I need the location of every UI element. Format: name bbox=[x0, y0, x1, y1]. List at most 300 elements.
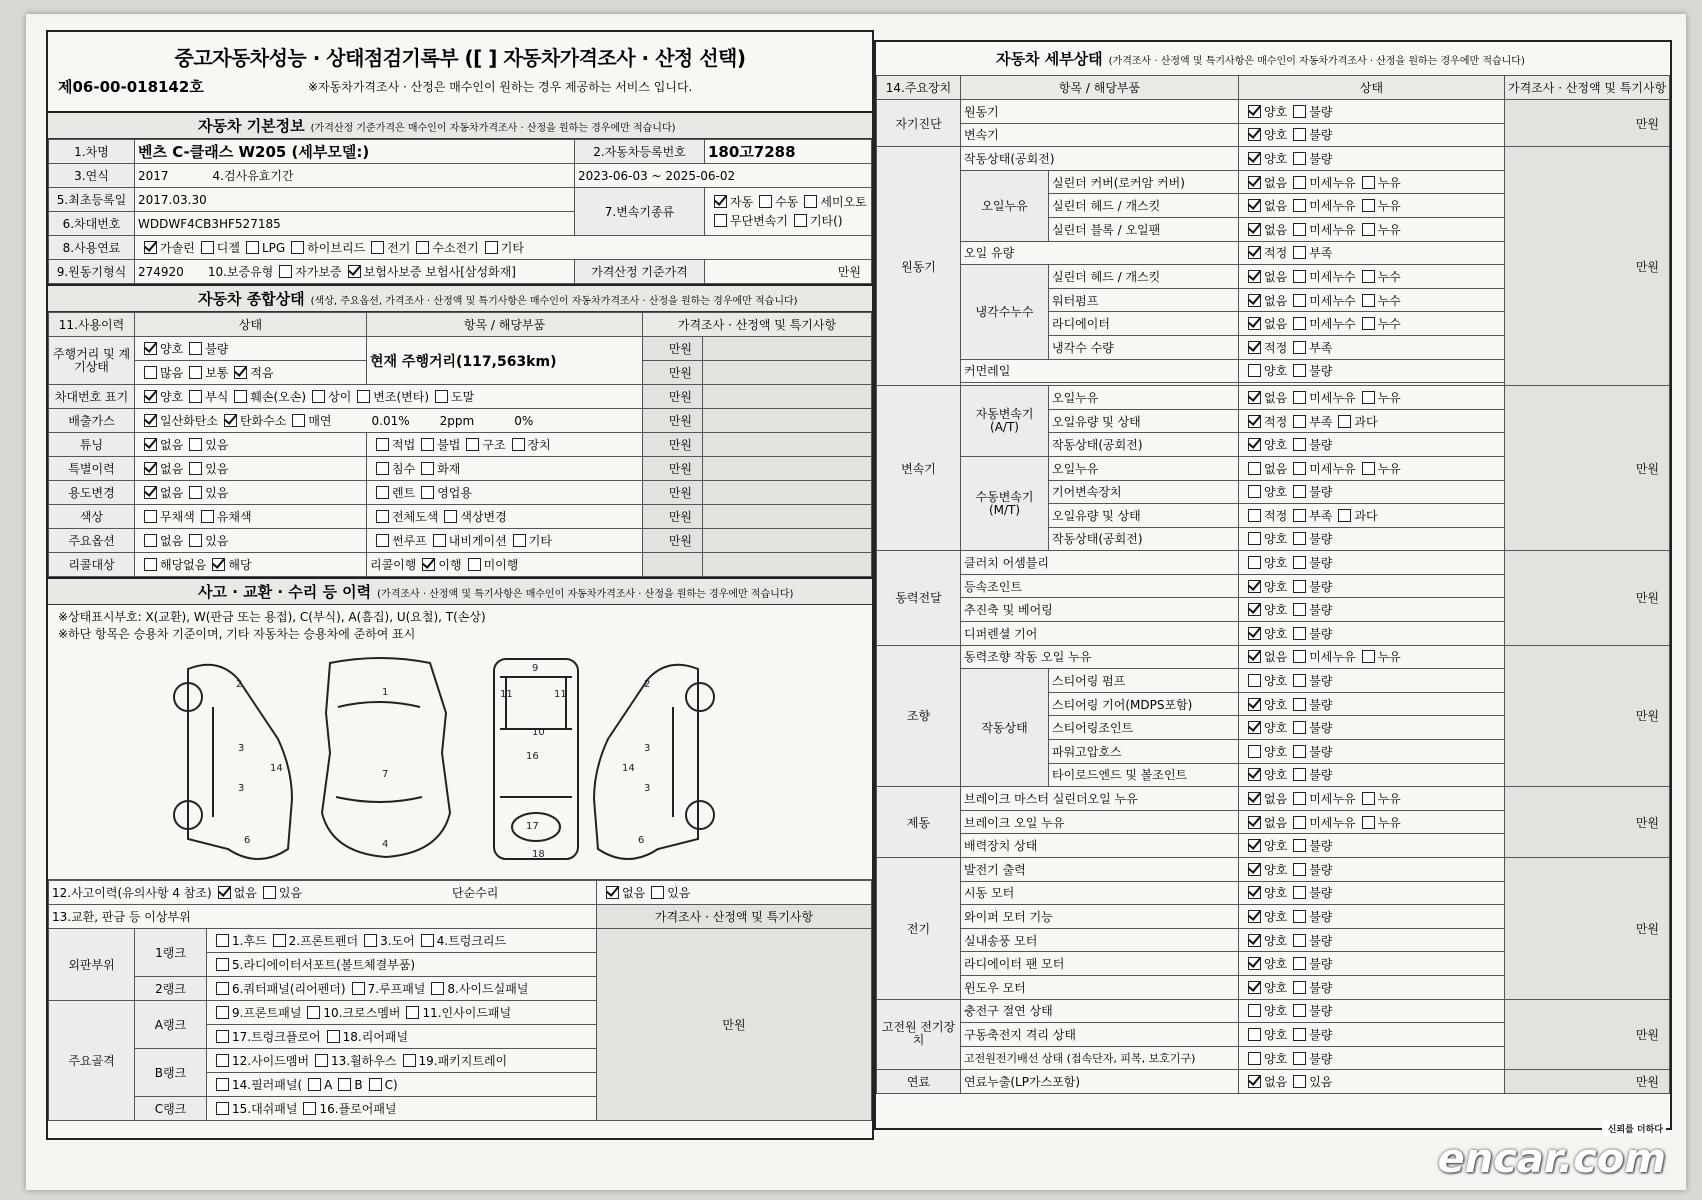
checkbox bbox=[1293, 745, 1306, 758]
checkbox bbox=[189, 366, 202, 379]
table-cell bbox=[703, 505, 872, 529]
field-text: 부족 bbox=[1309, 246, 1333, 261]
field-text: 미세누유 bbox=[1309, 222, 1356, 237]
checkbox bbox=[1362, 176, 1375, 189]
table-cell: 실린더 커버(로커암 커버) bbox=[1049, 170, 1239, 194]
table-cell bbox=[1239, 622, 1505, 646]
table-cell: 커먼레일 bbox=[961, 359, 1239, 383]
svg-text:6: 6 bbox=[638, 835, 645, 846]
checkbox bbox=[1293, 792, 1306, 805]
field-text: 불량 bbox=[1309, 957, 1333, 972]
field-text: 누유 bbox=[1377, 461, 1401, 476]
table-cell: 타이로드엔드 및 볼조인트 bbox=[1049, 763, 1239, 787]
table-cell: 오일누유 bbox=[1049, 386, 1239, 410]
field-text: 양호 bbox=[160, 390, 184, 404]
field-text: 7.루프패널 bbox=[367, 982, 426, 996]
table-cell: 만원 bbox=[1505, 787, 1670, 858]
table-cell: 변속기 bbox=[961, 123, 1239, 147]
field-text: 불량 bbox=[1309, 886, 1333, 901]
table-cell: 만원 bbox=[643, 481, 703, 505]
field-text: 누유 bbox=[1377, 175, 1401, 190]
field-text: 도말 bbox=[451, 390, 475, 404]
checkbox bbox=[1362, 270, 1375, 283]
table-cell: 수동변속기 (M/T) bbox=[961, 456, 1049, 550]
field-text: 없음 bbox=[1264, 199, 1288, 214]
checkbox bbox=[1293, 816, 1306, 829]
field-text: 불량 bbox=[1309, 556, 1333, 571]
checkbox bbox=[1293, 934, 1306, 947]
field-text: 불량 bbox=[1309, 104, 1333, 119]
checkbox bbox=[1293, 128, 1306, 141]
checkbox bbox=[1293, 674, 1306, 687]
table-cell: 만원 bbox=[1505, 386, 1670, 551]
basic-info-header bbox=[48, 111, 872, 139]
field-text: 4.트렁크리드 bbox=[436, 934, 507, 948]
table-cell: 항목 / 해당부품 bbox=[367, 313, 643, 337]
checkbox bbox=[485, 241, 498, 254]
table-cell bbox=[1239, 312, 1505, 336]
field-text: 기타 bbox=[500, 241, 524, 255]
table-cell: 14.주요장치 bbox=[877, 76, 961, 100]
checkbox bbox=[1248, 1028, 1261, 1041]
checkbox bbox=[1293, 199, 1306, 212]
checkbox bbox=[307, 1006, 320, 1019]
field-text: 누유 bbox=[1377, 650, 1401, 665]
field-text: 미세누유 bbox=[1309, 815, 1356, 830]
table-cell bbox=[49, 881, 597, 905]
checkbox-checked bbox=[1248, 934, 1261, 947]
table-cell bbox=[703, 553, 872, 577]
field-text: 미이행 bbox=[483, 558, 519, 572]
table-cell: 만원 bbox=[1505, 999, 1670, 1070]
table-cell: 가격조사 · 산정액 및 특기사항 bbox=[643, 313, 872, 337]
checkbox bbox=[1248, 556, 1261, 569]
field-text: (색상, 주요옵션, 가격조사 · 산정액 및 특기사항은 매수인이 자동차가격조사 · 산정을 원하는 경우에만 적습니다) bbox=[310, 296, 798, 307]
checkbox-checked bbox=[144, 486, 157, 499]
svg-text:7: 7 bbox=[382, 769, 389, 780]
checkbox bbox=[1362, 650, 1375, 663]
field-text: 영업용 bbox=[437, 486, 472, 500]
checkbox bbox=[794, 214, 807, 227]
checkbox bbox=[1293, 105, 1306, 118]
table-cell bbox=[135, 164, 575, 188]
field-text: 12.사이드멤버 bbox=[232, 1054, 310, 1068]
checkbox bbox=[714, 214, 727, 227]
field-text: 화재 bbox=[437, 462, 461, 476]
car-diagram bbox=[48, 647, 872, 880]
checkbox bbox=[291, 241, 304, 254]
table-cell: 만원 bbox=[1505, 645, 1670, 787]
table-cell bbox=[703, 385, 872, 409]
checkbox bbox=[1293, 698, 1306, 711]
field-text: 양호 bbox=[1264, 886, 1288, 901]
checkbox bbox=[144, 534, 157, 547]
checkbox bbox=[1293, 1028, 1306, 1041]
table-cell: 라디에이터 팬 모터 bbox=[961, 952, 1239, 976]
checkbox bbox=[1293, 152, 1306, 165]
checkbox bbox=[273, 934, 286, 947]
checkbox bbox=[1293, 270, 1306, 283]
table-cell: 브레이크 마스터 실린더오일 누유 bbox=[961, 787, 1239, 811]
table-cell: 주요골격 bbox=[49, 1001, 135, 1121]
field-text: LPG bbox=[261, 241, 286, 255]
svg-text:17: 17 bbox=[526, 821, 539, 832]
field-text: 미세누유 bbox=[1309, 461, 1356, 476]
checkbox bbox=[1362, 199, 1375, 212]
checkbox bbox=[1293, 532, 1306, 545]
checkbox-checked bbox=[1248, 294, 1261, 307]
checkbox bbox=[1362, 223, 1375, 236]
field-text: 있음 bbox=[205, 534, 229, 548]
field-text: 양호 bbox=[1264, 556, 1288, 571]
checkbox bbox=[216, 958, 229, 971]
checkbox-checked bbox=[1248, 792, 1261, 805]
checkbox bbox=[1248, 1052, 1261, 1065]
table-cell: 기어변속장치 bbox=[1049, 480, 1239, 504]
checkbox-checked bbox=[1248, 176, 1261, 189]
table-cell: 용도변경 bbox=[49, 481, 135, 505]
field-text: 불량 bbox=[205, 342, 229, 356]
field-text: 불량 bbox=[1309, 128, 1333, 143]
table-cell bbox=[135, 481, 367, 505]
table-cell: 만원 bbox=[643, 337, 703, 361]
field-text: 침수 bbox=[392, 462, 416, 476]
field-text: 양호 bbox=[1264, 1004, 1288, 1019]
field-text: 적정 bbox=[1264, 246, 1288, 261]
table-cell: 오일누유 bbox=[1049, 456, 1239, 480]
checkbox-checked bbox=[1248, 886, 1261, 899]
checkbox bbox=[1293, 721, 1306, 734]
svg-text:2: 2 bbox=[644, 679, 651, 690]
field-text: 보통 bbox=[205, 366, 229, 380]
table-cell bbox=[135, 553, 367, 577]
checkbox bbox=[1248, 509, 1261, 522]
table-cell: 5.최초등록일 bbox=[49, 188, 135, 212]
field-text: 양호 bbox=[1264, 909, 1288, 924]
checkbox-checked bbox=[1248, 223, 1261, 236]
checkbox bbox=[1362, 294, 1375, 307]
checkbox bbox=[759, 195, 772, 208]
table-cell: 고전원 전기장치 bbox=[877, 999, 961, 1070]
basic-info-table bbox=[48, 139, 872, 284]
field-text: 불량 bbox=[1309, 674, 1333, 689]
field-text: 불량 bbox=[1309, 151, 1333, 166]
field-text: 양호 bbox=[1264, 104, 1288, 119]
table-cell: 조향 bbox=[877, 645, 961, 787]
table-cell bbox=[1239, 740, 1505, 764]
field-text: 미세누유 bbox=[1309, 175, 1356, 190]
checkbox bbox=[1293, 462, 1306, 475]
table-cell bbox=[207, 977, 597, 1001]
table-cell bbox=[207, 1025, 597, 1049]
checkbox bbox=[1293, 627, 1306, 640]
field-text: 불량 bbox=[1309, 933, 1333, 948]
checkbox bbox=[1362, 462, 1375, 475]
checkbox-checked bbox=[234, 366, 247, 379]
field-text: 양호 bbox=[1264, 1027, 1288, 1042]
field-text: 11.인사이드패널 bbox=[422, 1006, 512, 1020]
field-text: 미세누유 bbox=[1309, 792, 1356, 807]
checkbox bbox=[1293, 391, 1306, 404]
checkbox-checked bbox=[1248, 341, 1261, 354]
table-cell: 작동상태(공회전) bbox=[961, 147, 1239, 171]
svg-text:18: 18 bbox=[532, 849, 545, 860]
table-cell: 가격조사 · 산정액 및 특기사항 bbox=[1505, 76, 1670, 100]
field-text: 없음 bbox=[1264, 650, 1288, 665]
field-text: 양호 bbox=[1264, 485, 1288, 500]
table-cell: 작동상태 bbox=[961, 669, 1049, 787]
field-text: 불량 bbox=[1309, 364, 1333, 379]
table-cell bbox=[207, 1001, 597, 1025]
field-text: 하이브리드 bbox=[307, 241, 366, 255]
field-text: 양호 bbox=[1264, 862, 1288, 877]
checkbox bbox=[1248, 532, 1261, 545]
checkbox-checked bbox=[1248, 246, 1261, 259]
symbol-legend bbox=[48, 605, 872, 647]
table-cell bbox=[367, 505, 643, 529]
field-text: 3.도어 bbox=[380, 934, 415, 948]
field-text: 구조 bbox=[482, 438, 506, 452]
field-text: 있음 bbox=[278, 886, 303, 900]
table-cell: 11.사용이력 bbox=[49, 313, 135, 337]
field-text: 렌트 bbox=[392, 486, 416, 500]
field-text: 양호 bbox=[1264, 626, 1288, 641]
checkbox bbox=[371, 241, 384, 254]
field-text: 불량 bbox=[1309, 839, 1333, 854]
table-cell bbox=[207, 929, 597, 953]
table-cell bbox=[1239, 527, 1505, 551]
field-text: 10.보증유형 bbox=[207, 265, 274, 279]
table-cell bbox=[1239, 881, 1505, 905]
field-text: 가솔린 bbox=[160, 241, 195, 255]
table-cell bbox=[1239, 409, 1505, 433]
checkbox bbox=[189, 462, 202, 475]
checkbox bbox=[189, 390, 202, 403]
field-text: 12.사고이력(유의사항 4 참조) bbox=[52, 886, 212, 900]
table-cell: 3.연식 bbox=[49, 164, 135, 188]
table-cell: 상태 bbox=[135, 313, 367, 337]
table-cell bbox=[135, 505, 367, 529]
table-cell: 2랭크 bbox=[135, 977, 207, 1001]
field-text: 양호 bbox=[160, 342, 184, 356]
table-cell bbox=[135, 433, 367, 457]
checkbox bbox=[431, 982, 444, 995]
checkbox bbox=[512, 438, 525, 451]
field-text: 없음 bbox=[1264, 175, 1288, 190]
checkbox bbox=[513, 534, 526, 547]
field-text: A bbox=[324, 1078, 333, 1092]
table-cell bbox=[597, 881, 872, 905]
field-text: 자동차 기본정보 bbox=[198, 117, 305, 135]
field-text: 2.프론트펜더 bbox=[288, 934, 359, 948]
checkbox bbox=[1338, 415, 1351, 428]
table-cell: 만원 bbox=[705, 260, 872, 284]
field-text: 1.후드 bbox=[232, 934, 267, 948]
table-cell bbox=[1239, 288, 1505, 312]
table-cell bbox=[703, 457, 872, 481]
checkbox bbox=[1248, 462, 1261, 475]
checkbox-checked bbox=[1248, 839, 1261, 852]
table-cell bbox=[1239, 551, 1505, 575]
checkbox bbox=[421, 438, 434, 451]
table-cell bbox=[703, 409, 872, 433]
table-cell: 작동상태(공회전) bbox=[1049, 433, 1239, 457]
table-cell: 작동상태(공회전) bbox=[1049, 527, 1239, 551]
field-text: 16.플로어패널 bbox=[319, 1102, 397, 1116]
field-text: 전기 bbox=[387, 241, 411, 255]
table-cell bbox=[1239, 241, 1505, 265]
table-cell: B랭크 bbox=[135, 1049, 207, 1097]
field-text: 9.프론트패널 bbox=[232, 1006, 302, 1020]
table-cell bbox=[367, 529, 643, 553]
table-cell: 실린더 헤드 / 개스킷 bbox=[1049, 265, 1239, 289]
checkbox-checked bbox=[1248, 698, 1261, 711]
table-cell bbox=[703, 337, 872, 361]
inspection-paper bbox=[26, 14, 1686, 1190]
checkbox-checked bbox=[1248, 152, 1261, 165]
checkbox-checked bbox=[1248, 438, 1261, 451]
field-text: 없음 bbox=[160, 534, 184, 548]
checkbox bbox=[1293, 415, 1306, 428]
table-cell: 외판부위 bbox=[49, 929, 135, 1001]
checkbox-checked bbox=[1248, 768, 1261, 781]
field-text: 적정 bbox=[1264, 508, 1288, 523]
checkbox-checked bbox=[144, 414, 157, 427]
checkbox bbox=[216, 1030, 229, 1043]
checkbox bbox=[246, 241, 259, 254]
field-text: 19.패키지트레이 bbox=[418, 1054, 508, 1068]
table-cell: 8.사용연료 bbox=[49, 236, 135, 260]
checkbox bbox=[416, 241, 429, 254]
checkbox bbox=[421, 934, 434, 947]
table-cell: 2.자동차등록번호 bbox=[575, 140, 705, 164]
checkbox-checked bbox=[144, 462, 157, 475]
checkbox bbox=[421, 486, 434, 499]
checkbox bbox=[216, 1078, 229, 1091]
field-text: 탄화수소 bbox=[239, 414, 287, 428]
field-text: 불량 bbox=[1309, 980, 1333, 995]
table-cell: 색상 bbox=[49, 505, 135, 529]
field-text: 불량 bbox=[1309, 744, 1333, 759]
checkbox-checked bbox=[1248, 128, 1261, 141]
table-cell: 추진축 및 베어링 bbox=[961, 598, 1239, 622]
field-text: 17.트렁크플로어 bbox=[232, 1030, 321, 1044]
table-cell: 오일누유 bbox=[961, 170, 1049, 241]
checkbox bbox=[1293, 580, 1306, 593]
checkbox bbox=[189, 342, 202, 355]
table-cell: 만원 bbox=[643, 361, 703, 385]
field-text: 부식 bbox=[205, 390, 229, 404]
table-cell: 만원 bbox=[643, 529, 703, 553]
field-text: 양호 bbox=[1264, 980, 1288, 995]
field-text: 0.01% bbox=[371, 414, 410, 428]
field-text: 없음 bbox=[233, 886, 257, 900]
table-cell: 만원 bbox=[1505, 551, 1670, 645]
table-cell: 연료 bbox=[877, 1070, 961, 1094]
table-cell: 배력장치 상태 bbox=[961, 834, 1239, 858]
field-text: 썬루프 bbox=[392, 534, 427, 548]
field-text: 없음 bbox=[1264, 317, 1288, 332]
table-cell bbox=[135, 409, 643, 433]
table-cell bbox=[1239, 194, 1505, 218]
field-text: 있음 bbox=[205, 438, 229, 452]
checkbox bbox=[144, 558, 157, 571]
table-cell: 13.교환, 판금 등 이상부위 bbox=[49, 905, 597, 929]
field-text: 누수 bbox=[1377, 269, 1401, 284]
table-cell: 만원 bbox=[597, 929, 872, 1121]
svg-text:14: 14 bbox=[270, 763, 283, 774]
checkbox bbox=[406, 1006, 419, 1019]
table-cell: 자동변속기 (A/T) bbox=[961, 386, 1049, 457]
field-text: 신뢰를 더하다 bbox=[1602, 1121, 1666, 1136]
field-text: 양호 bbox=[1264, 438, 1288, 453]
table-cell bbox=[135, 260, 575, 284]
checkbox-checked bbox=[1248, 603, 1261, 616]
detail-table bbox=[876, 75, 1670, 1094]
checkbox bbox=[1362, 391, 1375, 404]
checkbox bbox=[1293, 886, 1306, 899]
table-cell: 냉각수 수량 bbox=[1049, 335, 1239, 359]
checkbox-checked bbox=[1248, 270, 1261, 283]
checkbox bbox=[1293, 650, 1306, 663]
table-cell: 오일유량 및 상태 bbox=[1049, 409, 1239, 433]
checkbox-checked bbox=[1248, 580, 1261, 593]
table-cell bbox=[367, 457, 643, 481]
checkbox-checked bbox=[714, 195, 727, 208]
checkbox bbox=[216, 1006, 229, 1019]
field-text: 양호 bbox=[1264, 721, 1288, 736]
checkbox bbox=[292, 414, 305, 427]
checkbox bbox=[189, 438, 202, 451]
table-cell: 현재 주행거리(117,563km) bbox=[367, 337, 643, 385]
field-text: 있음 bbox=[205, 486, 229, 500]
doc-number: 제06-00-018142호 bbox=[58, 78, 204, 96]
table-cell: 주행거리 및 계기상태 bbox=[49, 337, 135, 385]
field-text: 양호 bbox=[1264, 532, 1288, 547]
field-text: 양호 bbox=[1264, 128, 1288, 143]
field-text: 무단변속기 bbox=[730, 213, 788, 228]
table-cell: 오일 유량 bbox=[961, 241, 1239, 265]
table-cell: 윈도우 모터 bbox=[961, 975, 1239, 999]
checkbox bbox=[1293, 485, 1306, 498]
table-cell: 실내송풍 모터 bbox=[961, 928, 1239, 952]
checkbox bbox=[1248, 745, 1261, 758]
field-text: 불량 bbox=[1309, 1051, 1333, 1066]
checkbox bbox=[376, 510, 389, 523]
checkbox bbox=[1293, 1075, 1306, 1088]
table-cell bbox=[1239, 905, 1505, 929]
table-cell: 제동 bbox=[877, 787, 961, 858]
field-text: 부족 bbox=[1309, 508, 1333, 523]
table-cell: 만원 bbox=[643, 433, 703, 457]
checkbox bbox=[1293, 246, 1306, 259]
table-cell: 변속기 bbox=[877, 386, 961, 551]
table-cell bbox=[207, 953, 597, 977]
checkbox-checked bbox=[1248, 910, 1261, 923]
field-text: encar.com bbox=[1437, 1136, 1666, 1182]
table-cell: 만원 bbox=[1505, 1070, 1670, 1094]
checkbox-checked bbox=[1248, 981, 1261, 994]
table-cell bbox=[135, 457, 367, 481]
field-text: 자가보증 bbox=[295, 265, 342, 279]
doc-title: 중고자동차성능 · 상태점검기록부 ([ ] 자동차가격조사 · 산정 선택) bbox=[174, 46, 746, 70]
checkbox-checked bbox=[1248, 650, 1261, 663]
table-cell: 전기 bbox=[877, 858, 961, 1000]
table-cell bbox=[207, 1073, 597, 1097]
field-text: 사고 · 교환 · 수리 등 이력 bbox=[198, 583, 372, 601]
table-cell: 충전구 절연 상태 bbox=[961, 999, 1239, 1023]
checkbox bbox=[303, 1102, 316, 1115]
